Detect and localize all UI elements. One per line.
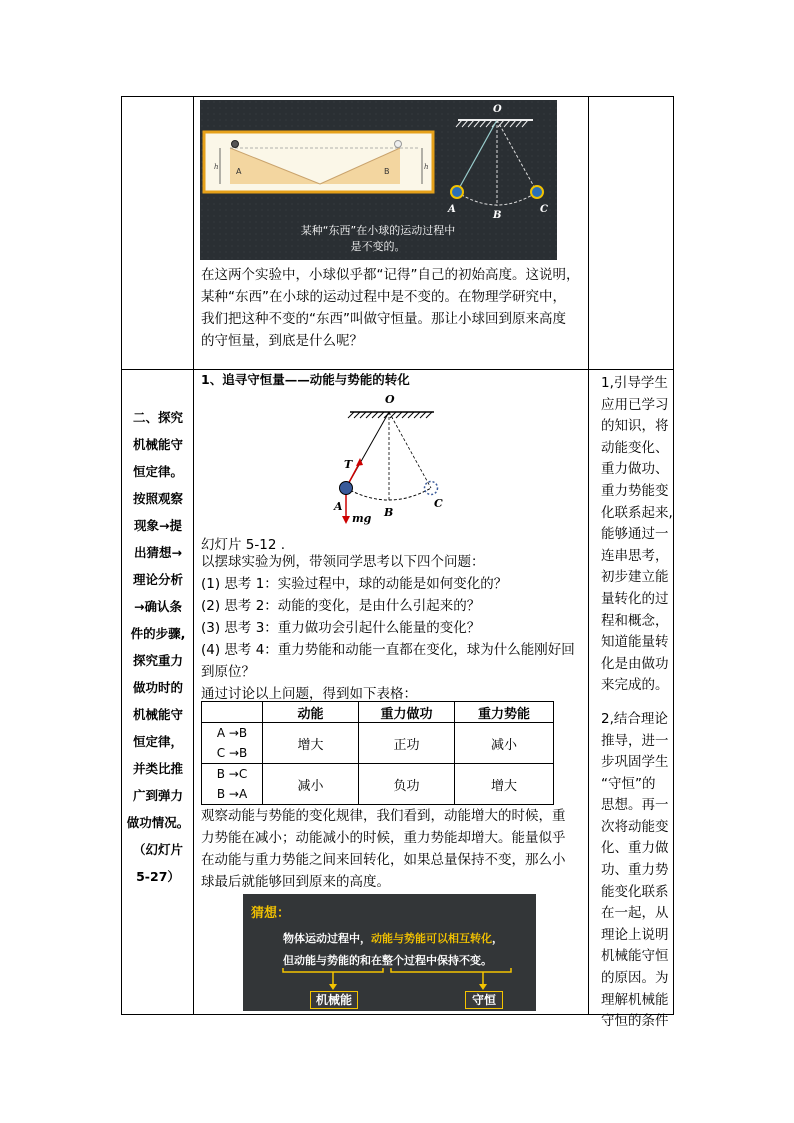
note-line: 应用已学习 (601, 396, 669, 413)
pivot-label: O (493, 104, 502, 115)
note-line: 1,引导学生 (601, 375, 668, 391)
left-line: →确认条 (134, 599, 182, 614)
left-line: 做功时的 (132, 680, 183, 695)
question-line: (2) 思考 2：动能的变化，是由什么引起来的？ (201, 598, 481, 614)
point-a-label: A (334, 500, 343, 513)
note-line: 守恒的条件 (601, 1013, 669, 1030)
paragraph-line: 我们把这种不变的“东西”叫做守恒量。那让小球回到原来高度 (201, 311, 566, 327)
note-line: 初步建立能 (601, 569, 669, 586)
note-line: 程和概念， (601, 612, 669, 629)
left-line: 恒定律。 (132, 464, 183, 479)
note-line: 推导，进一 (601, 732, 669, 749)
note-line: 来完成的。 (601, 677, 669, 694)
gravity-label: mg (352, 512, 372, 525)
paragraph-line: 在这两个实验中，小球似乎都“记得”自己的初始高度。这说明， (201, 267, 580, 283)
point-c-label: C (540, 204, 548, 215)
paragraph-line: 某种“东西”在小球的运动过程中是不变的。在物理学研究中， (201, 289, 566, 305)
table-cell-process (202, 723, 263, 764)
table-cell: 负功 (359, 764, 455, 805)
point-b-label: B (493, 210, 502, 221)
note-gap (594, 697, 674, 709)
left-line: 件的步骤, (130, 626, 186, 641)
question-line: (4) 思考 4：重力势能和动能一直都在变化，球为什么能刚好回 (201, 642, 575, 658)
track-label-b: B (384, 167, 390, 176)
table-header: 动能 (263, 702, 359, 723)
right-column-notes (594, 373, 674, 1033)
pivot-label: O (385, 393, 395, 406)
height-label: h (214, 163, 219, 171)
experiment-illustration (200, 100, 557, 260)
note-line: 步巩固学生 (601, 754, 669, 771)
point-c-label: C (434, 497, 443, 510)
note-line: 动能变化、 (601, 439, 669, 456)
left-line: （幻灯片 (132, 842, 183, 857)
question-line: (1) 思考 1：实验过程中，球的动能是如何变化的？ (201, 576, 508, 592)
note-line: “守恒”的 (601, 775, 656, 792)
note-line: 重力势能变 (601, 482, 669, 499)
process-label: B →A (216, 787, 248, 801)
process-label: C →B (216, 746, 248, 760)
left-line: 机械能守 (132, 707, 183, 722)
table-cell: 减小 (455, 723, 554, 764)
section-title: 1、追寻守恒量——动能与势能的转化 (201, 372, 410, 387)
guess-text: 在整个过程中保持不变。 (371, 954, 492, 967)
table-row (202, 764, 554, 805)
left-line: 探究重力 (132, 653, 183, 668)
left-column-steps (122, 404, 194, 890)
guess-highlight: 动能与势能可以相互转化 (371, 932, 492, 945)
left-line: 并类比推 (132, 761, 183, 776)
paragraph-line: 力势能在减小；动能减小的时候，重力势能却增大。能量似乎 (201, 830, 566, 846)
table-header: 重力势能 (455, 702, 554, 723)
paragraph-line: 观察动能与势能的变化规律，我们看到，动能增大的时候，重 (201, 808, 566, 824)
note-line: 在一起，从 (601, 905, 669, 922)
slide-caption: 某种“东西”在小球的运动过程中 (300, 224, 456, 237)
left-line: 理论分析 (132, 572, 183, 587)
left-line: 机械能守 (132, 437, 183, 452)
column-divider (588, 97, 589, 1014)
guess-text: 物体运动过程中， (283, 932, 371, 945)
question-line: 以摆球实验为例，带领同学思考以下四个问题： (201, 554, 485, 570)
left-line: 广到弹力 (132, 788, 183, 803)
table-header: 重力做功 (359, 702, 455, 723)
note-line: 功、重力势 (601, 862, 669, 879)
observation-paragraph (201, 805, 566, 893)
note-line: 连串思考， (601, 547, 669, 564)
height-label: h (424, 163, 429, 171)
point-a-label: A (448, 204, 456, 215)
question-line: 通过讨论以上问题，得到如下表格： (201, 686, 417, 702)
paragraph-line: 球最后就能够回到原来的高度。 (201, 874, 390, 890)
table-cell-process (202, 764, 263, 805)
guess-text: ， (492, 932, 503, 945)
guess-text: 但动能与势能的和 (283, 954, 371, 967)
note-line: 能够通过一 (601, 526, 669, 543)
slide-caption: 是不变的。 (350, 240, 406, 253)
mechanical-energy-chip: 机械能 (310, 991, 358, 1009)
note-line: 理论上说明 (601, 926, 669, 943)
point-b-label: B (384, 506, 394, 519)
paragraph-line: 的守恒量，到底是什么呢？ (201, 333, 363, 349)
guess-slide (243, 894, 536, 1011)
left-line: 5-27） (136, 869, 180, 884)
note-line: 次将动能变 (601, 818, 669, 835)
intro-paragraph (201, 264, 580, 352)
experiment-slide (200, 100, 557, 260)
note-line: 理解机械能 (601, 991, 669, 1008)
table-cell: 减小 (263, 764, 359, 805)
table-cell: 增大 (455, 764, 554, 805)
note-line: 的知识，将 (601, 418, 669, 435)
note-line: 化联系起来, (601, 504, 673, 521)
question-block (201, 534, 575, 705)
slide-reference: 幻灯片 5-12 . (201, 537, 286, 553)
tension-label: T (344, 458, 353, 471)
note-line: 化是由做功 (601, 655, 669, 672)
paragraph-line: 在动能与重力势能之间来回转化，如果总量保持不变，那么小 (201, 852, 566, 868)
question-line: 到原位？ (201, 664, 255, 680)
table-cell: 正功 (359, 723, 455, 764)
left-line: 二、探究 (132, 410, 183, 425)
note-line: 的原因。为 (601, 970, 669, 987)
track-label-a: A (236, 167, 242, 176)
energy-change-table (201, 701, 554, 805)
question-line: (3) 思考 3：重力做功会引起什么能量的变化？ (201, 620, 481, 636)
left-line: 出猜想→ (134, 545, 182, 560)
left-line: 做功情况。 (126, 815, 190, 830)
note-line: 量转化的过 (601, 590, 669, 607)
table-cell: 增大 (263, 723, 359, 764)
pendulum-force-diagram (330, 390, 450, 530)
left-line: 按照观察 (132, 491, 183, 506)
note-line: 2,结合理论 (601, 710, 668, 727)
left-line: 现象→提 (134, 518, 182, 533)
table-row (202, 723, 554, 764)
left-line: 恒定律， (132, 734, 183, 749)
note-line: 机械能守恒 (601, 948, 669, 965)
process-label: B →C (216, 767, 248, 781)
note-line: 重力做功、 (601, 461, 669, 478)
note-line: 思想。再一 (601, 797, 669, 814)
note-line: 知道能量转 (601, 634, 669, 651)
note-line: 能变化联系 (601, 883, 669, 900)
table-header-row (202, 702, 554, 723)
note-line: 化、重力做 (601, 840, 669, 857)
table-header (202, 702, 263, 723)
process-label: A →B (216, 726, 248, 740)
conservation-chip: 守恒 (465, 991, 503, 1009)
guess-title: 猜想： (251, 906, 291, 921)
